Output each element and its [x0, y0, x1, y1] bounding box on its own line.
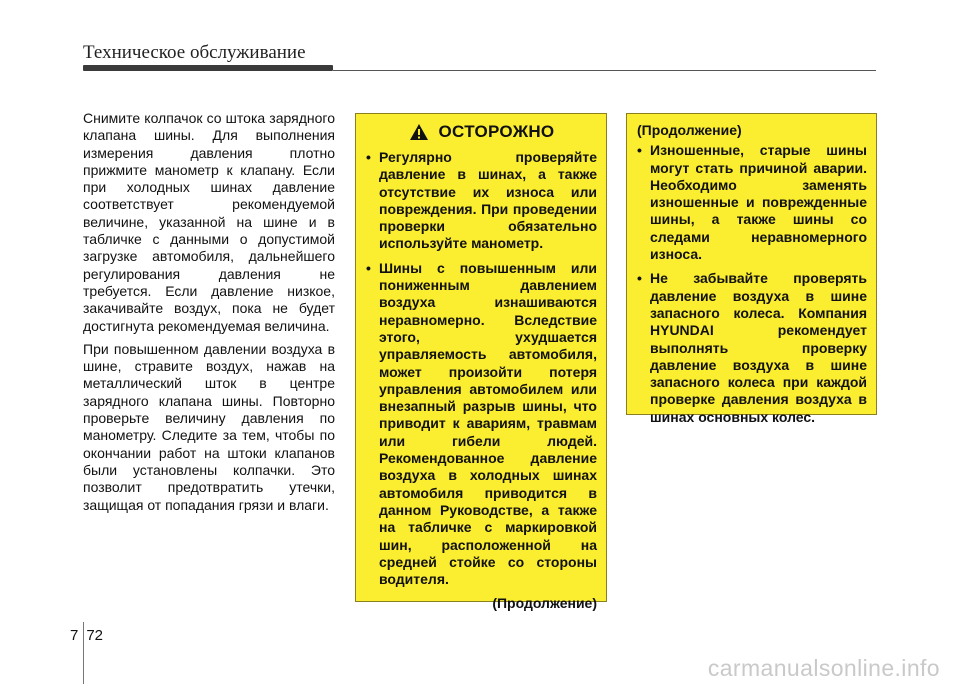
continuation-box — [626, 113, 877, 425]
page-number-value: 72 — [86, 627, 104, 644]
warning-item-1: • Регулярно проверяйте давление в шинах, а также отсутствие их износа или повреждения. При проведении проверки обязательно используйте манометр. — [366, 149, 597, 253]
body-paragraph-2: При повышенном давлении воздуха в шине, стравите воздух, нажав на металлический шток в центре зарядного клапана шины. Повторно проверьте величину давления по манометру. Следите за тем, чтобы по окончании работ на штоки клапанов были установлены колпачки. Это позволит предотвратить утечки, защищая от попадания грязи и влаги. — [83, 340, 335, 513]
chapter-number: 7 — [70, 627, 79, 644]
watermark: carmanualsonline.info — [707, 655, 940, 681]
section-title: Техническое обслуживание — [83, 42, 306, 63]
continuation-item-1: • Изношенные, старые шины могут стать причиной аварии. Необходимо заменять изношенные и поврежденные шины, а также шины со следами неравномерного износа. — [637, 142, 867, 263]
warning-list — [366, 149, 597, 588]
body-text-column — [83, 110, 335, 520]
header-rule — [333, 70, 876, 71]
continuation-list — [637, 142, 867, 426]
warning-heading — [366, 123, 597, 141]
warning-triangle-icon — [409, 123, 429, 141]
continued-label: (Продолжение) — [492, 595, 597, 612]
header-bar — [83, 65, 333, 71]
warning-box — [355, 113, 607, 612]
continuation-title: (Продолжение) — [637, 122, 742, 138]
warning-title: ОСТОРОЖНО — [438, 122, 555, 142]
warning-item-2: • Шины с повышенным или пониженным давлением воздуха изнашиваются неравномерно. Вследствие этого, ухудшается управляемость автомобиля, может произойти потеря управления автомобилем или внезапный разрыв шины, что приводит к авариям, травмам или гибели людей. Рекомендованное давление воздуха в холодных шинах автомобиля приводится в данном Руководстве, а также на табличке с маркировкой шин, расположенной на средней стойке со стороны водителя. — [366, 260, 597, 589]
continuation-item-2: • Не забывайте проверять давление воздуха в шине запасного колеса. Компания HYUNDAI рекомендует выполнять проверку давление воздуха в шине запасного колеса при каждой проверке давления воздуха в шинах основных колес. — [637, 270, 867, 426]
body-paragraph-1: Снимите колпачок со штока зарядного клапана шины. Для выполнения измерения давления плотно прижмите манометр к клапану. Если при холодных шинах давление соответствует рекомендуемой величине, указанной на шине и в табличке с данными о допустимой загрузке автомобиля, дальнейшего регулирования давления не требуется. Если давление низкое, закачивайте воздух, пока не будет достигнута рекомендуемая величина. — [83, 110, 335, 334]
page-number — [70, 627, 103, 644]
